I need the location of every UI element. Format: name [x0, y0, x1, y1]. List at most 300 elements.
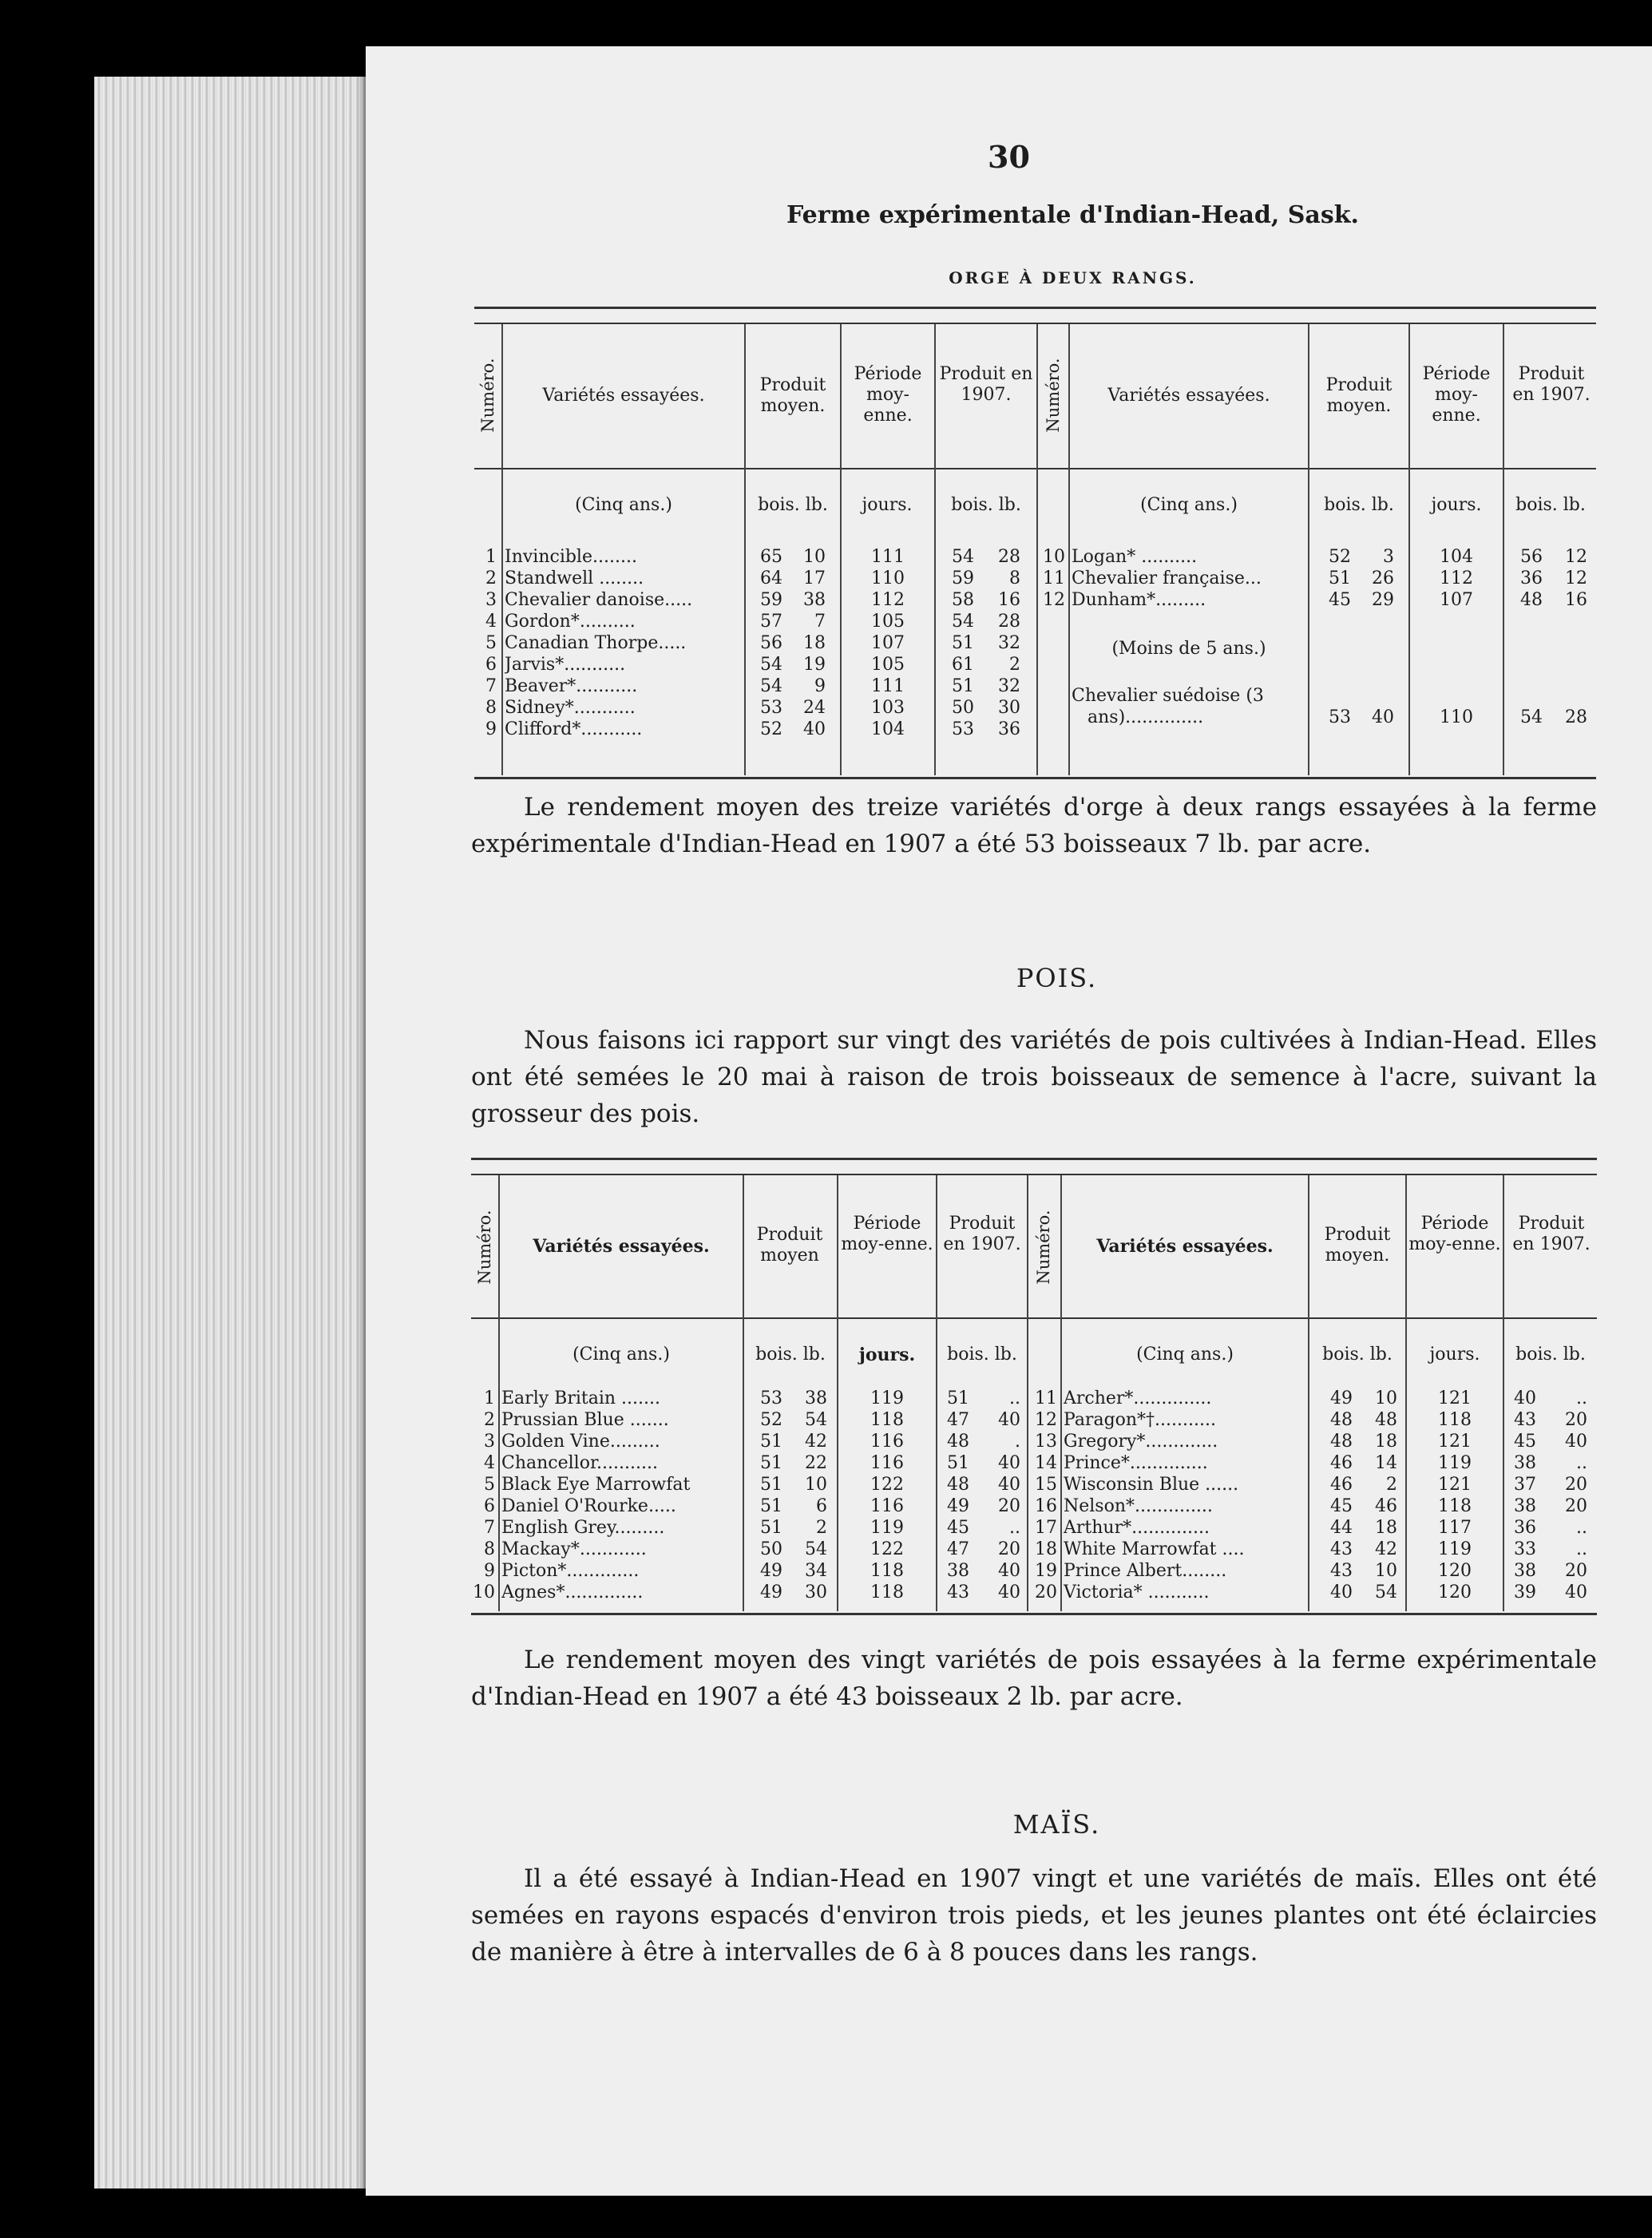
header-produit-1907: Produit en 1907.	[943, 1214, 1021, 1254]
cell-bois: 40	[1330, 1582, 1353, 1602]
cell-lb: 29	[1372, 590, 1394, 610]
cell-bois: 52	[1329, 547, 1351, 567]
cell-lb: 40	[998, 1453, 1020, 1473]
cell-lb: 2	[1386, 1475, 1397, 1495]
cell-bois: 52	[760, 719, 782, 739]
cell-jours: 104	[1440, 547, 1473, 567]
cell-jours: 112	[1440, 568, 1473, 588]
cell-lb: ..	[1009, 1388, 1020, 1408]
cell-jours: 120	[1438, 1582, 1472, 1602]
moins-de-5-ans: (Moins de 5 ans.)	[1111, 639, 1266, 659]
cell-lb-column	[1549, 546, 1587, 611]
cell-bois: 50	[952, 698, 974, 718]
variety-name: Mackay*............	[501, 1539, 647, 1559]
cell-lb-column	[1547, 1388, 1587, 1603]
cell-lb: 20	[1565, 1410, 1587, 1430]
row-number: 9	[485, 719, 497, 739]
cell-bois: 49	[760, 1582, 782, 1602]
cell-lb: 10	[1375, 1561, 1397, 1581]
row-number: 11	[1035, 1388, 1057, 1408]
cell-bois: 43	[1330, 1539, 1353, 1559]
variety-name: Dunham*.........	[1072, 590, 1206, 610]
cell-bois: 61	[952, 655, 974, 675]
cell-jours: 117	[1438, 1518, 1472, 1538]
variety-name: Arthur*..............	[1064, 1518, 1210, 1538]
variety-name: English Grey.........	[501, 1518, 665, 1538]
header-produit-moyen-right: Produit moyen.	[1325, 375, 1393, 416]
cell-bois: 44	[1330, 1518, 1353, 1538]
variety-name: Agnes*..............	[501, 1582, 644, 1602]
cell-jours: 103	[871, 698, 905, 718]
cell-jours-column	[843, 546, 933, 740]
unit-bois-lb: bois. lb.	[1322, 1345, 1393, 1365]
pois-intro-paragraph: Nous faisons ici rapport sur vingt des variétés de pois cultivées à Indian-Head. Elles ont été semées le 20 mai à raison de trois boisseaux de semence à l'acre, suivant la grosseur des pois.	[471, 1026, 1597, 1128]
cell-jours: 116	[870, 1432, 904, 1452]
header-produit-moyen: Produit moyen	[756, 1225, 823, 1266]
variety-name: Wisconsin Blue ......	[1064, 1475, 1239, 1495]
header-produit-moyen-right: Produit moyen.	[1324, 1225, 1391, 1266]
cell-lb: 18	[803, 633, 826, 653]
row-number: 6	[484, 1496, 495, 1516]
cell-bois-column	[744, 1388, 782, 1603]
cell-lb: .	[1015, 1432, 1020, 1452]
cell-lb: 42	[1375, 1539, 1397, 1559]
cell-lb: 20	[1565, 1561, 1587, 1581]
cell-lb: 20	[1565, 1475, 1587, 1495]
cell-bois: 59	[760, 590, 782, 610]
cell-lb: 30	[998, 698, 1020, 718]
cell-bois: 64	[760, 568, 782, 588]
cell-bois: 53	[760, 1388, 782, 1408]
cell-bois: 51	[760, 1518, 782, 1538]
cell-bois: 51	[1329, 568, 1351, 588]
unit-bois-lb: bois. lb.	[947, 1345, 1017, 1365]
row-number: 3	[485, 590, 497, 610]
cell-jours: 119	[1438, 1539, 1472, 1559]
cell-jours: 105	[871, 655, 905, 675]
cell-bois-column	[747, 546, 782, 740]
unit-cinq-ans: (Cinq ans.)	[572, 1345, 670, 1365]
variety-name: White Marrowfat ....	[1064, 1539, 1245, 1559]
cell-jours: 116	[870, 1496, 904, 1516]
cell-lb: 2	[1009, 655, 1020, 675]
row-number: 10	[1043, 547, 1065, 567]
unit-cinq-ans: (Cinq ans.)	[1140, 495, 1238, 515]
cell-bois: 43	[947, 1582, 969, 1602]
cell-jours: 111	[871, 676, 905, 696]
header-varietes: Variétés essayées.	[542, 386, 705, 406]
cell-jours: 118	[870, 1561, 904, 1581]
variety-name: Early Britain .......	[501, 1388, 660, 1408]
cell-jours: 112	[871, 590, 905, 610]
cell-bois: 54	[760, 655, 782, 675]
cell-bois: 54	[952, 547, 974, 567]
cell-bois: 48	[1330, 1410, 1353, 1430]
header-varietes-right: Variétés essayées.	[1107, 386, 1270, 406]
cell-jours-column	[840, 1388, 934, 1603]
cell-lb: ..	[1009, 1518, 1020, 1538]
peas-summary-paragraph: Le rendement moyen des vingt variétés de pois essayées à la ferme expérimentale d'Indian-Head en 1907 a été 43 boisseaux 2 lb. par acre.	[471, 1646, 1597, 1711]
cell-bois: 38	[947, 1561, 969, 1581]
cell-bois: 38	[1514, 1561, 1536, 1581]
cell-jours: 122	[870, 1475, 904, 1495]
cell-jours: 121	[1438, 1388, 1472, 1408]
cell-bois: 51	[947, 1388, 969, 1408]
row-number: 3	[484, 1432, 495, 1452]
cell-jours: 110	[871, 568, 905, 588]
cell-lb: 40	[803, 719, 826, 739]
suedoise-line2: ans)..............	[1087, 707, 1204, 727]
variety-name: Victoria* ...........	[1064, 1582, 1210, 1602]
cell-lb: 28	[998, 612, 1020, 632]
variety-name-column	[501, 1388, 741, 1603]
cell-bois: 45	[947, 1518, 969, 1538]
variety-name-column	[1064, 1388, 1306, 1603]
cell-jours: 118	[1438, 1410, 1472, 1430]
unit-bois-lb: bois. lb.	[1515, 1345, 1586, 1365]
variety-name: Standwell ........	[505, 568, 644, 588]
cell-jours-column	[1408, 1388, 1501, 1603]
cell-lb: ..	[1576, 1453, 1587, 1473]
cell-lb: 28	[998, 547, 1020, 567]
unit-bois-lb: bois. lb.	[951, 495, 1021, 515]
cell-lb: 20	[998, 1496, 1020, 1516]
row-number: 1	[484, 1388, 495, 1408]
cell-bois-column	[939, 546, 974, 740]
cell-jours: 119	[870, 1388, 904, 1408]
page-number: 30	[988, 139, 1030, 175]
row-number: 9	[484, 1561, 495, 1581]
cell-bois-column	[1506, 546, 1543, 611]
cell-bois-column	[947, 1388, 982, 1603]
row-number-column	[473, 546, 497, 740]
cell-jours: 111	[871, 547, 905, 567]
cell-bois: 43	[1514, 1410, 1536, 1430]
variety-name-column	[505, 546, 743, 740]
cell-bois: 38	[1514, 1453, 1536, 1473]
unit-cinq-ans: (Cinq ans.)	[575, 495, 672, 515]
cell-bois-column	[1313, 546, 1351, 611]
row-number: 8	[484, 1539, 495, 1559]
row-number: 4	[485, 612, 497, 632]
cell-lb: 12	[1565, 547, 1587, 567]
cell-bois: 46	[1330, 1475, 1353, 1495]
document-page	[366, 46, 1652, 2196]
variety-name: Jarvis*...........	[505, 655, 626, 675]
row-number: 12	[1035, 1410, 1057, 1430]
cell-lb: 34	[805, 1561, 827, 1581]
page-stack-edge	[94, 77, 382, 2188]
cell-bois: 59	[952, 568, 974, 588]
cell-jours: 120	[1438, 1561, 1472, 1581]
cell-lb: 38	[803, 590, 826, 610]
cell-lb: 14	[1375, 1453, 1397, 1473]
cell-jours: 107	[871, 633, 905, 653]
cell-lb: ..	[1576, 1388, 1587, 1408]
cell-lb: 42	[805, 1432, 827, 1452]
cell-lb: 10	[1375, 1388, 1397, 1408]
cell-bois: 43	[1330, 1561, 1353, 1581]
cell-bois: 45	[1329, 590, 1351, 610]
cell-bois: 39	[1514, 1582, 1536, 1602]
row-number: 2	[484, 1410, 495, 1430]
header-periode: Période moy-enne.	[854, 364, 922, 426]
cell-lb: 48	[1375, 1410, 1397, 1430]
variety-name: Nelson*..............	[1064, 1496, 1213, 1516]
variety-name: Daniel O'Rourke.....	[501, 1496, 676, 1516]
variety-name: Canadian Thorpe.....	[505, 633, 687, 653]
row-number: 8	[485, 698, 497, 718]
cell-lb: 54	[1375, 1582, 1397, 1602]
header-numero: Numéro.	[478, 358, 497, 433]
cell-lb: 17	[803, 568, 826, 588]
row-number-column	[1038, 546, 1065, 611]
row-number: 6	[485, 655, 497, 675]
cell-lb: 40	[1565, 1432, 1587, 1452]
header-produit-1907-right: Produit en 1907.	[1512, 1214, 1591, 1254]
cell-bois: 49	[1330, 1388, 1353, 1408]
cell-jours: 119	[1438, 1453, 1472, 1473]
row-number: 12	[1043, 590, 1065, 610]
cell-lb: 16	[998, 590, 1020, 610]
row-number-column	[469, 1388, 495, 1603]
cell-jours: 121	[1438, 1475, 1472, 1495]
cell-lb-column	[982, 546, 1020, 740]
header-varietes-right: Variétés essayées.	[1096, 1236, 1274, 1257]
cell-lb: 2	[816, 1518, 827, 1538]
header-produit-moyen: Produit moyen.	[759, 375, 826, 416]
cell-jours: 107	[1440, 590, 1473, 610]
cell-bois: 48	[947, 1475, 969, 1495]
variety-name: Golden Vine.........	[501, 1432, 660, 1452]
variety-name: Picton*.............	[501, 1561, 640, 1581]
cell-bois: 51	[760, 1496, 782, 1516]
cell-lb-column	[789, 1388, 827, 1603]
cell-lb-column	[1359, 546, 1394, 611]
page-title: Ferme expérimentale d'Indian-Head, Sask.	[786, 201, 1359, 229]
variety-name: Beaver*...........	[505, 676, 638, 696]
cell-bois: 48	[1520, 590, 1543, 610]
cell-lb: 19	[803, 655, 826, 675]
cell-lb: 26	[1372, 568, 1394, 588]
mais-heading: MAÏS.	[1012, 1809, 1101, 1840]
cell-lb: 30	[805, 1582, 827, 1602]
cell-jours: 105	[871, 612, 905, 632]
header-periode: Période moy-enne.	[841, 1214, 933, 1254]
variety-name: Prussian Blue .......	[501, 1410, 669, 1430]
row-number: 1	[485, 547, 497, 567]
cell-bois: 51	[760, 1475, 782, 1495]
cell-lb: 10	[803, 547, 826, 567]
cell-bois: 54	[952, 612, 974, 632]
suedoise-pm-bois: 53	[1329, 707, 1351, 727]
cell-bois: 36	[1520, 568, 1543, 588]
cell-lb-column	[982, 1388, 1020, 1603]
cell-lb: 20	[998, 1539, 1020, 1559]
cell-bois: 53	[952, 719, 974, 739]
cell-bois: 51	[947, 1453, 969, 1473]
cell-lb-column	[790, 546, 826, 740]
cell-jours-column	[1412, 546, 1501, 611]
row-number: 2	[485, 568, 497, 588]
row-number: 5	[485, 633, 497, 653]
cell-lb: 54	[805, 1539, 827, 1559]
cell-jours: 118	[1438, 1496, 1472, 1516]
header-varietes: Variétés essayées.	[533, 1236, 710, 1257]
row-number: 20	[1035, 1582, 1057, 1602]
cell-jours: 104	[871, 719, 905, 739]
row-number: 15	[1035, 1475, 1057, 1495]
cell-lb: 7	[814, 612, 826, 632]
header-produit-1907: Produit en 1907.	[939, 364, 1033, 405]
cell-lb: 22	[805, 1453, 827, 1473]
variety-name: Sidney*...........	[505, 698, 636, 718]
cell-lb: 16	[1565, 590, 1587, 610]
cell-bois: 58	[952, 590, 974, 610]
variety-name: Gregory*.............	[1064, 1432, 1218, 1452]
cell-lb: 8	[1009, 568, 1020, 588]
cell-lb: 40	[998, 1561, 1020, 1581]
cell-lb: 20	[1565, 1496, 1587, 1516]
cell-lb-column	[1359, 1388, 1397, 1603]
unit-bois-lb: bois. lb.	[1324, 495, 1394, 515]
suedoise-p07-bois: 54	[1520, 707, 1543, 727]
variety-name: Prince Albert........	[1064, 1561, 1227, 1581]
row-number: 11	[1043, 568, 1065, 588]
cell-lb: 3	[1383, 547, 1394, 567]
suedoise-periode: 110	[1440, 707, 1473, 727]
cell-lb: 24	[803, 698, 826, 718]
cell-bois: 47	[947, 1539, 969, 1559]
cell-bois: 51	[952, 633, 974, 653]
cell-jours: 118	[870, 1582, 904, 1602]
cell-bois: 52	[760, 1410, 782, 1430]
unit-jours: jours.	[858, 1345, 916, 1365]
cell-bois: 56	[760, 633, 782, 653]
variety-name: Gordon*..........	[505, 612, 636, 632]
cell-bois: 47	[947, 1410, 969, 1430]
variety-name: Archer*..............	[1064, 1388, 1212, 1408]
row-number: 7	[484, 1518, 495, 1538]
variety-name: Prince*..............	[1064, 1453, 1208, 1473]
row-number: 17	[1035, 1518, 1057, 1538]
cell-lb: 40	[998, 1582, 1020, 1602]
cell-bois-column	[1313, 1388, 1353, 1603]
variety-name: Logan* ..........	[1072, 547, 1198, 567]
row-number: 19	[1035, 1561, 1057, 1581]
row-number: 16	[1035, 1496, 1057, 1516]
cell-lb: 40	[1565, 1582, 1587, 1602]
cell-jours: 121	[1438, 1432, 1472, 1452]
cell-bois: 51	[760, 1453, 782, 1473]
cell-bois: 56	[1520, 547, 1543, 567]
header-numero-right: Numéro.	[1044, 358, 1063, 433]
unit-jours: jours.	[1429, 1345, 1480, 1365]
cell-bois: 46	[1330, 1453, 1353, 1473]
row-number: 7	[485, 676, 497, 696]
cell-bois: 51	[760, 1432, 782, 1452]
variety-name: Invincible........	[505, 547, 637, 567]
cell-bois: 48	[947, 1432, 969, 1452]
suedoise-pm-lb: 40	[1372, 707, 1394, 727]
cell-bois: 49	[947, 1496, 969, 1516]
pois-heading: POIS.	[1016, 963, 1098, 993]
cell-lb: 10	[805, 1475, 827, 1495]
cell-lb: 32	[998, 676, 1020, 696]
unit-jours: jours.	[862, 495, 913, 515]
header-numero-right: Numéro.	[1034, 1210, 1053, 1285]
cell-bois: 36	[1514, 1518, 1536, 1538]
row-number: 5	[484, 1475, 495, 1495]
cell-lb: 46	[1375, 1496, 1397, 1516]
unit-bois-lb: bois. lb.	[758, 495, 828, 515]
row-number: 13	[1035, 1432, 1057, 1452]
cell-jours: 116	[870, 1453, 904, 1473]
section-subtitle: ORGE À DEUX RANGS.	[949, 268, 1197, 287]
variety-name: Paragon*†...........	[1064, 1410, 1216, 1430]
unit-bois-lb: bois. lb.	[1515, 495, 1586, 515]
variety-name: Chevalier française...	[1072, 568, 1262, 588]
cell-lb: 36	[998, 719, 1020, 739]
variety-name: Chevalier danoise.....	[505, 590, 693, 610]
cell-bois: 45	[1330, 1496, 1353, 1516]
cell-bois: 33	[1514, 1539, 1536, 1559]
cell-lb: ..	[1576, 1518, 1587, 1538]
cell-lb: 6	[816, 1496, 827, 1516]
row-number-column	[1028, 1388, 1057, 1603]
cell-bois: 51	[952, 676, 974, 696]
header-produit-1907-right: Produit en 1907.	[1512, 364, 1591, 405]
cell-lb: ..	[1576, 1539, 1587, 1559]
row-number: 18	[1035, 1539, 1057, 1559]
cell-lb: 40	[998, 1410, 1020, 1430]
cell-bois: 53	[760, 698, 782, 718]
cell-jours: 119	[870, 1518, 904, 1538]
cell-bois: 57	[760, 612, 782, 632]
variety-name: Black Eye Marrowfat	[501, 1475, 691, 1495]
cell-lb: 18	[1375, 1432, 1397, 1452]
cell-lb: 32	[998, 633, 1020, 653]
cell-lb: 40	[998, 1475, 1020, 1495]
unit-bois-lb: bois. lb.	[755, 1345, 826, 1365]
cell-lb: 38	[805, 1388, 827, 1408]
cell-bois: 48	[1330, 1432, 1353, 1452]
unit-jours: jours.	[1431, 495, 1482, 515]
mais-paragraph: Il a été essayé à Indian-Head en 1907 vingt et une variétés de maïs. Elles ont été semées en rayons espacés d'environ trois pieds, et les jeunes plantes ont été éclaircies de manière à être à intervalles de 6 à 8 pouces dans les rangs.	[471, 1864, 1597, 1967]
cell-bois: 38	[1514, 1496, 1536, 1516]
variety-name-column	[1072, 546, 1306, 611]
cell-bois: 45	[1514, 1432, 1536, 1452]
cell-bois: 54	[760, 676, 782, 696]
row-number: 4	[484, 1453, 495, 1473]
cell-bois: 65	[760, 547, 782, 567]
variety-name: Clifford*...........	[505, 719, 643, 739]
cell-bois: 40	[1514, 1388, 1536, 1408]
cell-bois: 37	[1514, 1475, 1536, 1495]
suedoise-line1: Chevalier suédoise (3	[1072, 686, 1264, 706]
header-periode-right: Période moy-enne.	[1422, 364, 1491, 426]
suedoise-p07-lb: 28	[1565, 707, 1587, 727]
cell-lb: 18	[1375, 1518, 1397, 1538]
row-number: 10	[473, 1582, 495, 1602]
cell-jours: 122	[870, 1539, 904, 1559]
cell-lb: 54	[805, 1410, 827, 1430]
cell-bois: 49	[760, 1561, 782, 1581]
row-number: 14	[1035, 1453, 1057, 1473]
variety-name: Chancellor...........	[501, 1453, 658, 1473]
unit-cinq-ans: (Cinq ans.)	[1136, 1345, 1234, 1365]
header-periode-right: Période moy-enne.	[1408, 1214, 1501, 1254]
